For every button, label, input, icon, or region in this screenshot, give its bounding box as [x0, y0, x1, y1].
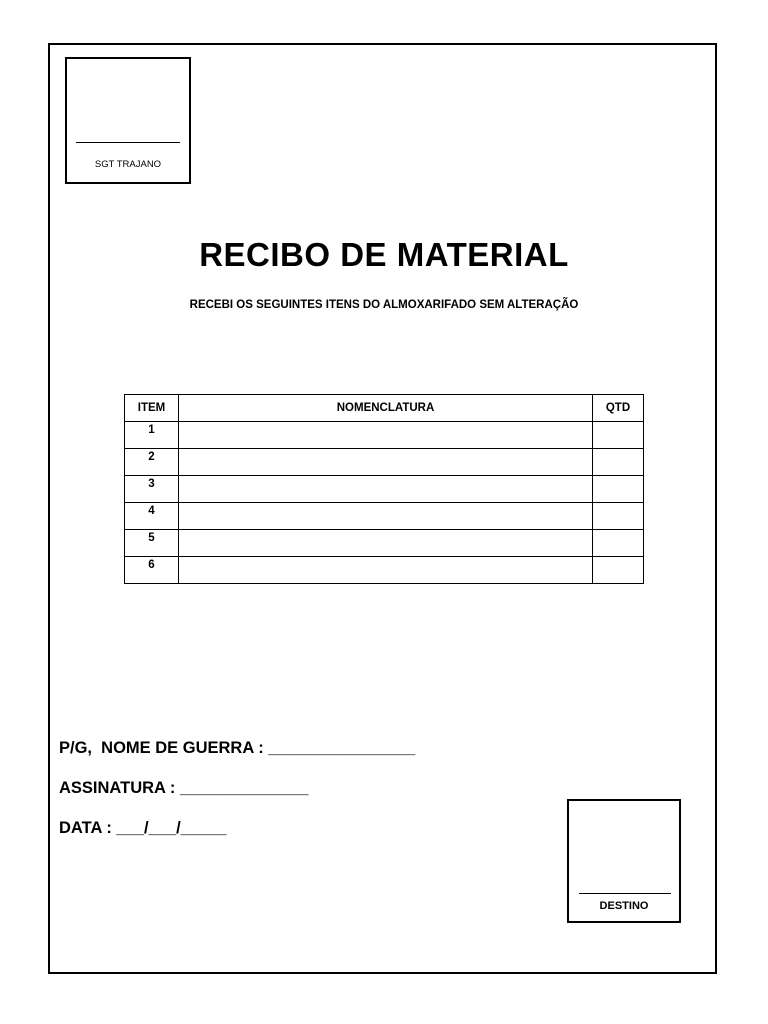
qtd-cell[interactable]: [593, 557, 644, 584]
stamp-box-destino: [567, 799, 681, 923]
table-row: [125, 557, 644, 584]
item-number: 5: [125, 530, 179, 557]
nomenclatura-cell[interactable]: [179, 422, 593, 449]
pg-nome-de-guerra-field: P/G, NOME DE GUERRA : ________________: [59, 739, 416, 757]
item-number: 4: [125, 503, 179, 530]
item-number: 3: [125, 476, 179, 503]
qtd-cell[interactable]: [593, 530, 644, 557]
stamp-label: SGT TRAJANO: [94, 159, 162, 170]
qtd-cell[interactable]: [593, 449, 644, 476]
stamp-box-sgt-trajano: [65, 57, 191, 184]
assinatura-field: ASSINATURA : ______________: [59, 779, 309, 797]
data-field: DATA : ___/___/_____: [59, 819, 227, 837]
column-header-item: ITEM: [125, 395, 179, 422]
nomenclatura-cell[interactable]: [179, 503, 593, 530]
qtd-cell[interactable]: [593, 503, 644, 530]
items-table: [124, 394, 644, 584]
item-number: 6: [125, 557, 179, 584]
nomenclatura-cell[interactable]: [179, 557, 593, 584]
stamp-label: DESTINO: [599, 900, 649, 912]
table-row: [125, 503, 644, 530]
signature-line: [579, 893, 671, 894]
nomenclatura-cell[interactable]: [179, 476, 593, 503]
table-row: [125, 422, 644, 449]
signature-line: [76, 142, 180, 143]
qtd-cell[interactable]: [593, 476, 644, 503]
item-number: 2: [125, 449, 179, 476]
nomenclatura-cell[interactable]: [179, 449, 593, 476]
table-row: [125, 449, 644, 476]
page-subtitle: RECEBI OS SEGUINTES ITENS DO ALMOXARIFADO SEM ALTERAÇÃO: [189, 299, 579, 311]
table-row: [125, 476, 644, 503]
item-number: 1: [125, 422, 179, 449]
column-header-nomenclatura: NOMENCLATURA: [179, 395, 593, 422]
table-header-row: [125, 395, 644, 422]
page-title: RECIBO DE MATERIAL: [199, 236, 569, 273]
qtd-cell[interactable]: [593, 422, 644, 449]
table-row: [125, 530, 644, 557]
nomenclatura-cell[interactable]: [179, 530, 593, 557]
column-header-qtd: QTD: [593, 395, 644, 422]
